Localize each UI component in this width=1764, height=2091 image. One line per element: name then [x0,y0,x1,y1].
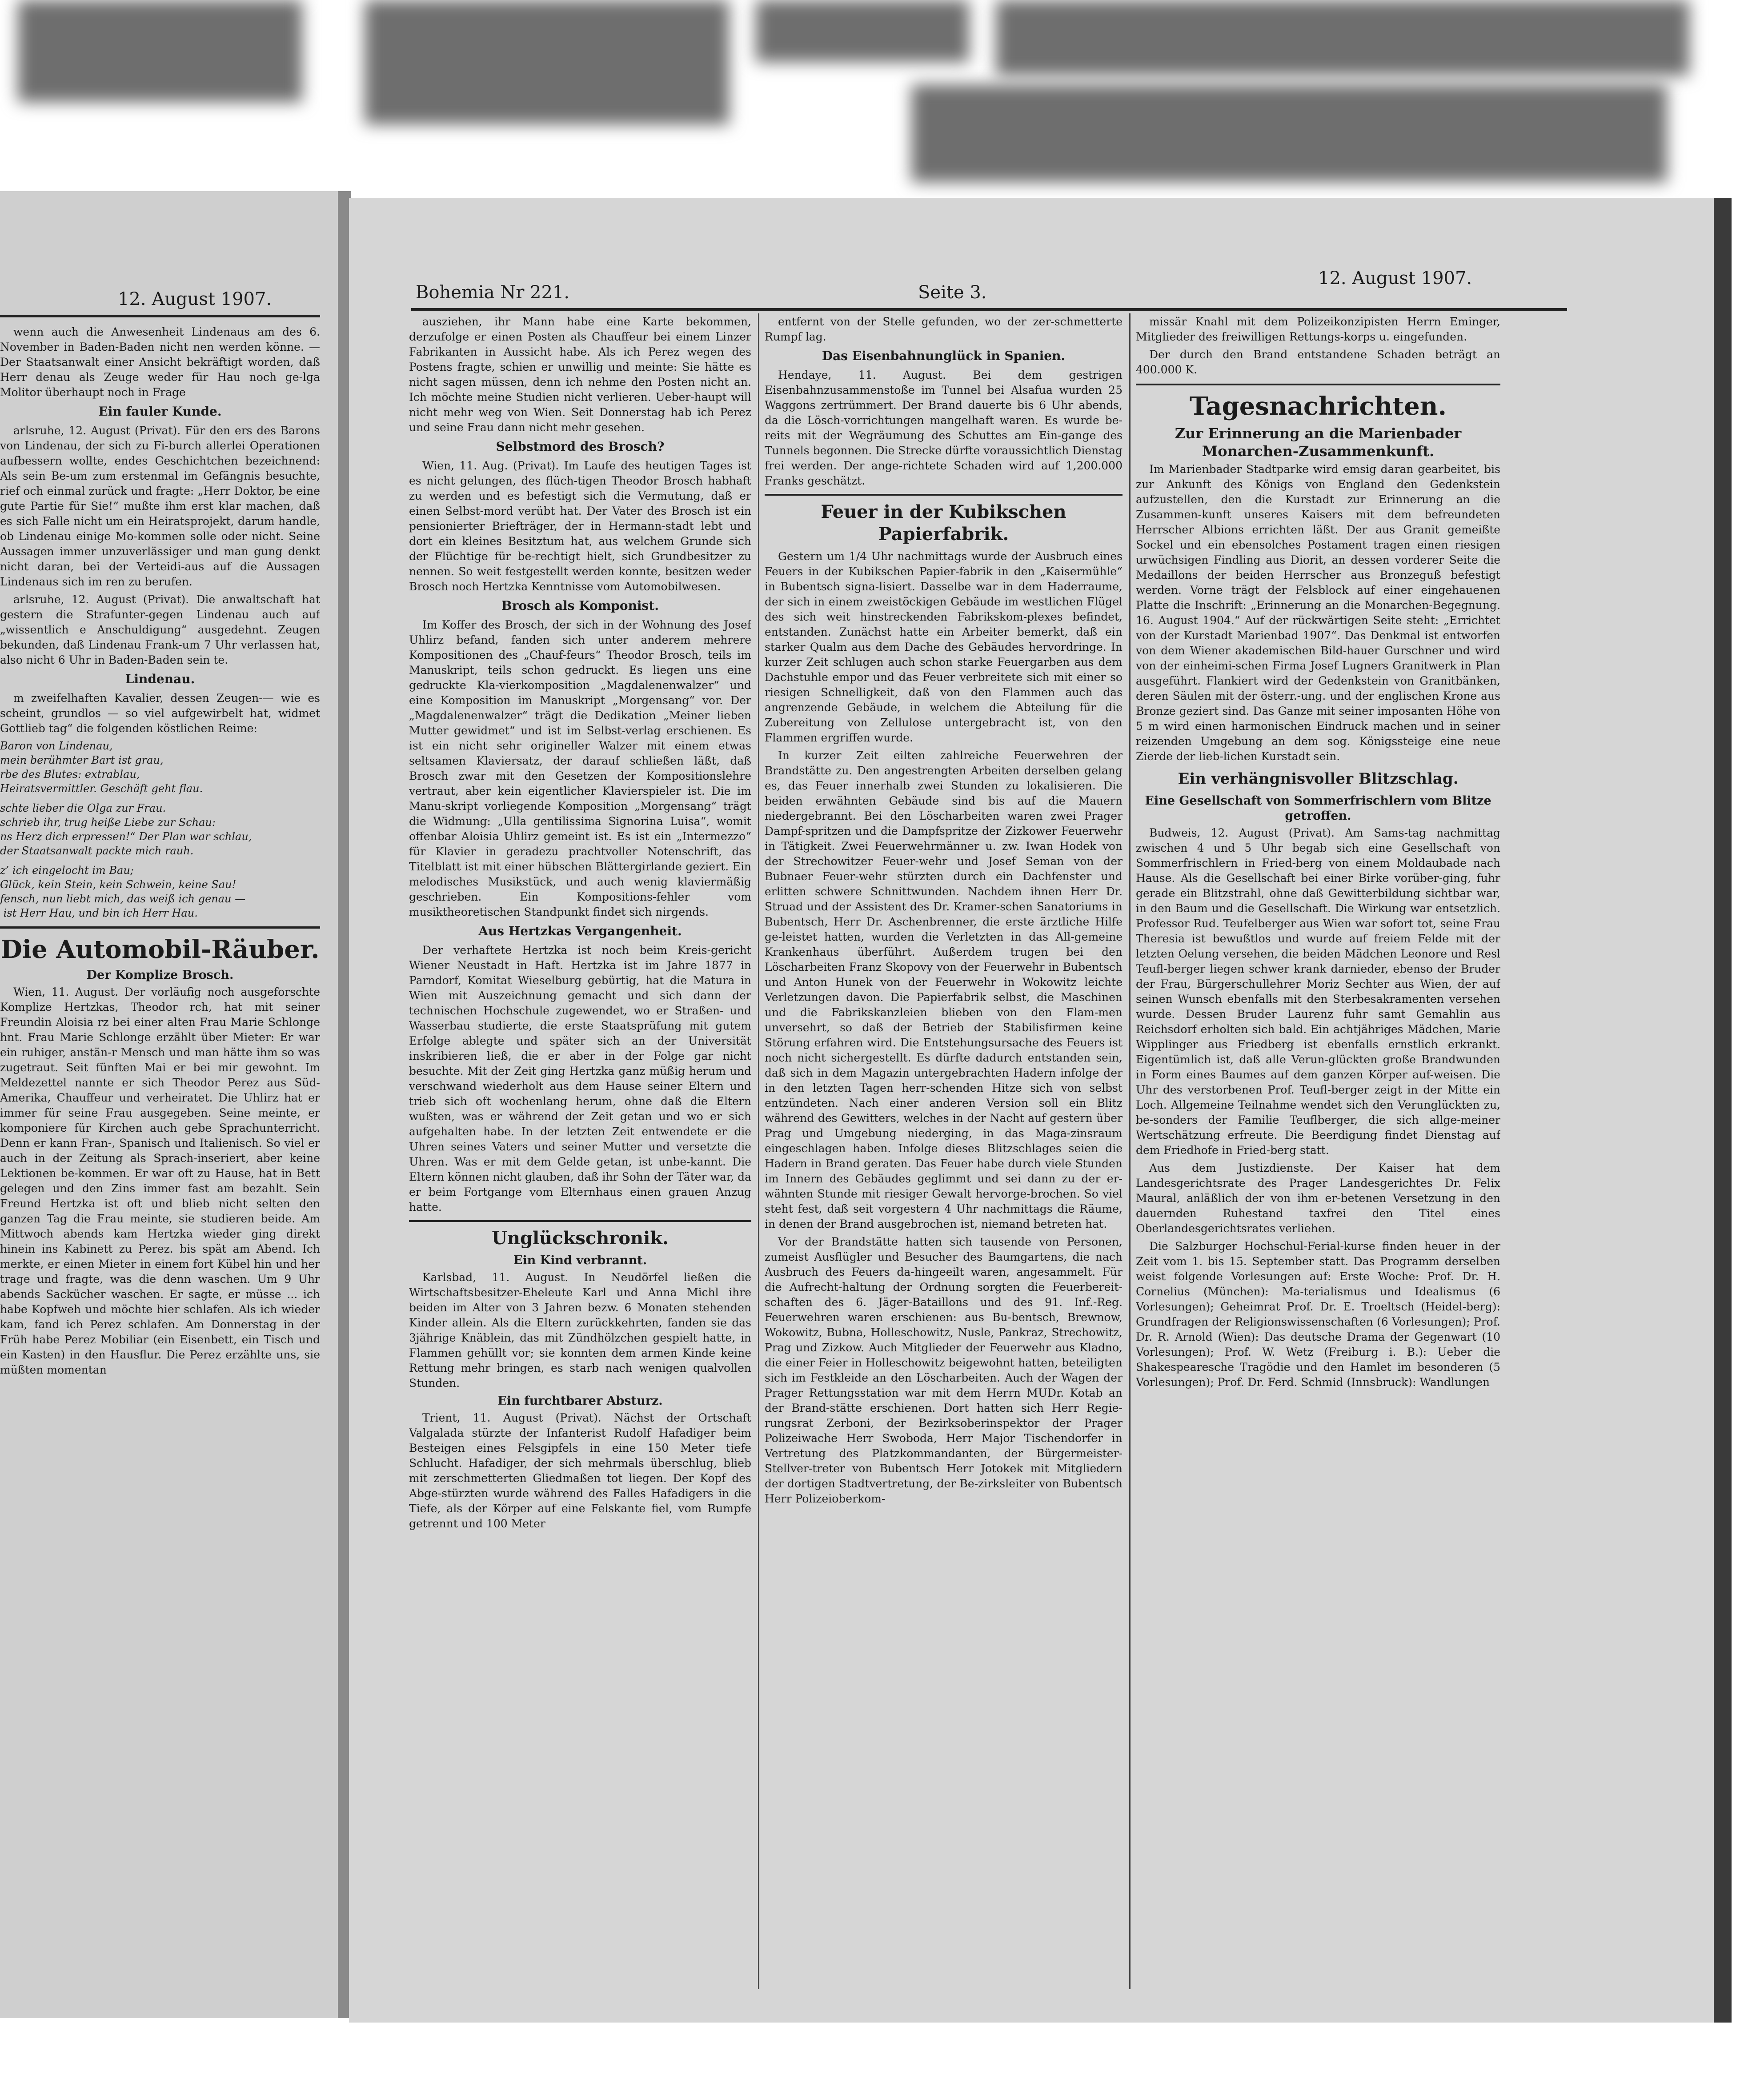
poem-stanza-2: schte lieber die Olga zur Frau. schrieb ihr, trug heiße Liebe zur Schau: ns Herz dich erpressen!“ Der Plan war schlau, der Staatsanwalt packte mich rauh. [0,802,252,857]
scan-shadow-1 [18,0,302,102]
header-date: 12. August 1907. [1318,268,1472,288]
left-text-3: arlsruhe, 12. August (Privat). Die anwaltschaft hat gestern die Strafunter-gegen Lindenau auch auf „wissentlich e Anschuldigung“ ausgedehnt. Zeugen bekunden, daß Lindenau Frank-um 7 Uhr verlassen hat, also nicht 6 Uhr in Baden-Baden sein te. [0,593,320,666]
col3-text-3: Im Marienbader Stadtparke wird emsig daran gearbeitet, bis zur Ankunft des Königs von England den Gedenkstein aufzustellen, den die Kurstadt zur Erinnerung an die Zusammen-kunft unseres Kaisers mit dem befreundeten Herrscher Albions errichten läßt. Der aus Granit gemeißte Sockel und ein ebensolches Postament tragen einen riesigen urwüchsigen Findling aus Diorit, an dessen vorderer Seite die Medaillons der beiden Herrscher aus Bronzeguß befestigt werden. Vorne trägt der Felsblock auf einer eingehauenen Platte die Inschrift: „Erinnerung an die Monarchen-Begegnung. 16. August 1904.“ Auf der rückwärtigen Seite steht: „Errichtet von der Kurstadt Marienbad 1907“. Das Denkmal ist entworfen von dem Wiener akademischen Bild-hauer Gurschner und wird von der einheimi-schen Firma Josef Lugners Granitwerk in Plan ausgeführt. Flankiert wird der Gedenkstein von Granitbänken, deren Säulen mit der österr.-ung. und der englischen Krone aus Bronze geziert sind. Das Ganze mit seiner imposanten Höhe von 5 m wird einen harmonischen Eindruck machen und in seiner reizenden Umgebung an dem sog. Königssteige eine neue Zierde der lieb-lichen Kurstadt sein. [1136,463,1500,763]
left-section-rule [0,926,320,929]
subtitle-absturz: Ein furchtbarer Absturz. [497,1394,663,1408]
title-hertzka-vergangenheit: Aus Hertzkas Vergangenheit. [478,924,682,938]
col2-text-2: Hendaye, 11. August. Bei dem gestrigen Eisenbahnzusammenstoße im Tunnel bei Alsafua wurden 25 Waggons zertrümmert. Der Brand dauerte bis 6 Uhr abends, da die Lösch-vorrichtungen mangelhaft waren. Es wurde be-reits mit der Wegräumung des Schuttes am Ein-gange des Tunnels begonnen. Die Strecke dürfte voraussichtlich Dienstag frei werden. Der ange-richtete Schaden wird auf 1,200.000 Franks geschätzt. [765,369,1123,487]
col2-text-4: In kurzer Zeit eilten zahlreiche Feuerwehren der Brandstätte zu. Den angestrengten Arbeiten derselben gelang es, das Feuer innerhalb zwei Stunden zu lokalisieren. Die beiden erwähnten Gebäude sind bis auf die Mauern niedergebrannt. Bei den Löscharbeiten waren zwei Prager Dampf-spritzen und die Dampfspritze der Zizkower Feuerwehr in Tätigkeit. Zwei Feuerwehrmänner u. zw. Iwan Hodek von der Strechowitzer Feuer-wehr und Josef Seman von der Bubnaer Feuer-wehr stürzten durch ein Dachfenster und erlitten schwere Schnittwunden. Nachdem ihnen Herr Dr. Struad und der Assistent des Dr. Kramer-schen Sanatoriums in Bubentsch, Herr Dr. Aschenbrenner, die erste ärztliche Hilfe ge-leistet hatten, wurden die Verletzten in das All-gemeine Krankenhaus überführt. Außerdem trugen bei den Löscharbeiten Franz Skopovy von der Feuerwehr in Bubentsch und Anton Hunek von der Feuerwehr in Wokowitz leichte Verletzungen davon. Die Papierfabrik selbst, die Maschinen und die Fabrikskanzleien blieben von den Flam-men unversehrt, so daß der Betrieb der Stabilisfirmen keine Störung erfahren wird. Die Entstehungsursache des Feuers ist noch nicht sichergestellt. Es dürfte dadurch entstanden sein, daß sich in dem Magazin untergebrachten Hadern infolge der in den letzten Tagen herr-schenden Hitze sich von selbst entzündeten. Nach einer anderen Version soll ein Blitz während des Gewitters, welches in der Nacht auf gestern über Prag und Umgebung niederging, in das Maga-zinsraum eingeschlagen haben. Infolge dieses Blitzschlages seien die Hadern in Brand geraten. Das Feuer habe durch viele Stunden im Innern des Gebäudes geglimmt und sei dann zu der er-wähnten Stunde mit riesiger Gewalt hervorge-brochen. So viel steht fest, daß seit vorgestern 4 Uhr nachmittags die Räume, in denen der Brand ausgebrochen ist, niemand betreten hat. [765,749,1123,1230]
left-title-lindenau: Lindenau. [125,672,195,686]
scan-shadow-4 [996,0,1689,76]
col2-text-5: Vor der Brandstätte hatten sich tausende von Personen, zumeist Ausflügler und Besucher des Baumgartens, die nach Ausbruch des Feuers da-hingeeilt waren, angesammelt. Für die Aufrecht-haltung der Ordnung sorgten die Feuerbereit-schaften des 6. Jäger-Bataillons und des 91. Inf.-Reg. Feuerwehren waren erschienen: aus Bu-bentsch, Brewnow, Wokowitz, Bubna, Holleschowitz, Nusle, Pankraz, Strechowitz, Prag und Zizkow. Auch Mitglieder der Feuerwehr aus Kladno, die einer Feier in Holleschowitz beigewohnt hatten, beteiligten sich im Festkleide an den Löscharbeiten. Auch der Wagen der Prager Rettungsstation war mit dem Herrn MUDr. Kotab an der Brand-stätte erschienen. Dort hatten sich Herr Regie-rungsrat Zerboni, der Bezirksoberinspektor der Prager Polizeiwache Herr Swoboda, Herr Major Tischendorfer in Vertretung des Platzkommandanten, der Bürgermeister-Stellver-treter von Bubentsch Herr Jotokek mit Mitgliedern der dortigen Stadtvertretung, der Be-zirksleiter von Bubentsch Herr Polizeioberkom- [765,1235,1123,1505]
left-text-4: m zweifelhaften Kavalier, dessen Zeugen-— wie es scheint, grundlos — so viel aufgewirbelt hat, widmet Gottlieb tag“ die folgenden köstlichen Reime: [0,692,320,735]
col3-section-rule [1136,384,1500,385]
poem-stanza-1: Baron von Lindenau, mein berühmter Bart ist grau, rbe des Blutes: extrablau, Heiratsvermittler. Geschäft geht flau. [0,740,203,795]
col1-text-1: ausziehen, ihr Mann habe eine Karte bekommen, derzufolge er einen Posten als Chauffeur bei einem Linzer Fabrikanten in Aussicht habe. Als ich Perez wegen des Postens fragte, schien er unwillig und meinte: Sie hätte es nicht sagen müssen, denn ich nehme den Posten nicht an. Ich möchte meine Studien nicht verlieren. Ueber-haupt will nicht mehr weg von Wien. Seit Donnerstag hab ich Perez und seine Frau dann nicht mehr gesehen. [409,315,751,434]
col1-text-6: Trient, 11. August (Privat). Nächst der Ortschaft Valgalada stürzte der Infanterist Rudolf Hafadiger beim Besteigen eines Felsgipfels in eine 150 Meter tiefe Schlucht. Hafadiger, der sich mehrmals überschlug, blieb mit zerschmetterten Gliedmaßen tot liegen. Der Kopf des Abge-stürzten wurde während des Falles Hafadigers in die Tiefe, als der Körper auf eine Felskante fiel, vom Rumpfe getrennt und 100 Meter [409,1411,751,1530]
left-page-date: 12. August 1907. [118,289,272,309]
col3-text-5: Aus dem Justizdienste. Der Kaiser hat dem Landesgerichtsrate des Prager Landesgerichtes Dr. Felix Maural, anläßlich der von ihm er-betenen Versetzung in den dauernden Ruhestand taxfrei den Titel eines Oberlandesgerichtsrates verliehen. [1136,1162,1500,1235]
left-header-rule [0,315,320,317]
column-divider-1 [758,313,759,1989]
right-page [349,198,1732,2023]
column-2 [765,314,1123,1995]
col2-text-3: Gestern um 1/4 Uhr nachmittags wurde der Ausbruch eines Feuers in der Kubikschen Papier-fabrik in den „Kaisermühle“ in Bubentsch signa-lisiert. Dasselbe war in dem Haderraume, der sich in einem zweistöckigen Gebäude im westlichen Flügel des sich weit hinstreckenden Fabrikskom-plexes befindet, entstanden. Zunächst hatte ein Arbeiter bemerkt, daß ein starker Qualm aus dem Dache des Gebäudes hervordringe. In kurzer Zeit schlugen auch schon starke Feuergarben aus dem Dachstuhle empor und das Feuer verbreitete sich mit einer so riesigen Schnelligkeit, daß von den Flammen auch das angrenzende Gebäude, in welchem die Abteilung für die Zubereitung von Zellulose untergebracht ist, von den Flammen ergriffen wurde. [765,550,1123,744]
left-subtitle-komplize: Der Komplize Brosch. [86,968,234,982]
column-divider-2 [1129,313,1131,1989]
title-eisenbahnunglueck: Das Eisenbahnunglück in Spanien. [822,348,1066,363]
column-1 [409,314,751,1995]
title-blitzschlag: Ein verhängnisvoller Blitzschlag. [1178,770,1459,788]
subtitle-marienbader: Zur Erinnerung an die Marienbader Monarchen-Zusammenkunft. [1175,425,1462,460]
header-publication: Bohemia Nr 221. [416,282,570,303]
scan-shadow-5 [911,84,1667,182]
left-text-1: wenn auch die Anwesenheit Lindenaus am des 6. November in Baden-Baden nicht nen werden könne. — Der Staatsanwalt einer Ansicht bekräftigt worden, daß Herr denau als Zeuge weder für Hau noch ge-lga Molitor überhaupt noch in Frage [0,325,320,399]
title-brosch-komponist: Brosch als Komponist. [501,598,659,613]
left-title-fauler-kunde: Ein fauler Kunde. [98,404,222,419]
title-ungluckschronik: Unglückschronik. [492,1228,669,1249]
col2-text-1: entfernt von der Stelle gefunden, wo der zer-schmetterte Rumpf lag. [765,315,1123,343]
header-page-number: Seite 3. [918,282,987,303]
column-3 [1136,314,1500,1995]
header-rule [411,308,1567,311]
title-feuer-papierfabrik: Feuer in der Kubikschen Papierfabrik. [821,501,1066,545]
subtitle-kind-verbrannt: Ein Kind verbrannt. [513,1254,647,1267]
col3-text-6: Die Salzburger Hochschul-Ferial-kurse finden heuer in der Zeit vom 1. bis 15. September statt. Das Programm derselben weist folgende Vorlesungen auf: Erste Woche: Prof. Dr. H. Cornelius (München): Ma-terialismus und Idealismus (6 Vorlesungen); Geheimrat Prof. Dr. E. Troeltsch (Heidel-berg): Grundfragen der Religionswissenschaften (6 Vorlesungen); Prof. Dr. R. Arnold (Wien): Das deutsche Drama der Gegenwart (10 Vorlesungen); Prof. W. Wetz (Freiburg i. B.): Ueber die Shakespearesche Tragödie und den Hamlet im besonderen (5 Vorlesungen); Prof. Dr. Ferd. Schmid (Innsbruck): Wandlungen [1136,1240,1500,1389]
scan-shadow-3 [756,0,969,62]
scan-shadow-2 [365,0,729,124]
col3-text-1: missär Knahl mit dem Polizeikonzipisten Herrn Eminger, Mitglieder des freiwilligen Rettungs-korps u. eingefunden. [1136,315,1500,343]
title-selbstmord-brosch: Selbstmord des Brosch? [496,439,665,454]
left-text-2: arlsruhe, 12. August (Privat). Für den ers des Barons von Lindenau, der sich zu Fi-burch allerlei Operationen aufbessern wollte, endes Geschichtchen bezeichnend: Als sein Be-um zum erstenmal im Gefängnis besuchte, rief och einmal zurück und fragte: „Herr Doktor, be eine gute Partie für Sie!“ mußte ihm erst klar machen, daß es sich Falle nicht um ein Heiratsprojekt, darum handle, ob Lindenau einige Mo-kommen solle oder nicht. Seine Aussagen immer unzuverlässiger und man gung denkt nicht daran, bei der Verteidi-aus auf die Aussagen Lindenaus sich im ren zu berufen. [0,424,320,588]
col1-text-5: Karlsbad, 11. August. In Neudörfel ließen die Wirtschaftsbesitzer-Eheleute Karl und Anna Michl ihre beiden im Alter von 3 Jahren bezw. 6 Monaten stehenden Kinder allein. Als die Eltern zurückkehrten, fanden sie das 3jährige Knäblein, das mit Zündhölzchen gespielt hatte, in Flammen gehüllt vor; sie konnten dem armen Kinde keine Rettung mehr bringen, es starb nach wenigen qualvollen Stunden. [409,1271,751,1390]
col1-text-2: Wien, 11. Aug. (Privat). Im Laufe des heutigen Tages ist es nicht gelungen, des flüch-tigen Theodor Brosch habhaft zu werden und es befestigt sich die Vermutung, daß er einen Selbst-mord verübt hat. Der Vater des Brosch ist ein pensionierter Briefträger, der in Hermann-stadt lebt und dort ein kleines Besitztum hat, aus welchem Grunde sich der Flüchtige für be-rechtigt hielt, sich Grundbesitzer zu nennen. So weit festgestellt werden konnte, besitzen weder Brosch noch Hertzka Kenntnisse vom Automobilwesen. [409,459,751,593]
col3-text-2: Der durch den Brand entstandene Schaden beträgt an 400.000 K. [1136,348,1500,376]
left-page-column [0,324,320,2009]
left-title-automobil-raeuber: Die Automobil-Räuber. [0,935,320,964]
col1-section-rule [409,1220,751,1222]
left-page [0,191,340,2018]
poem-stanza-3: z’ ich eingelocht im Bau; Glück, kein Stein, kein Schwein, keine Sau! fensch, nun liebt mich, das weiß ich genau — ist Herr Hau, und bin ich Herr Hau. [0,864,246,919]
col1-text-3: Im Koffer des Brosch, der sich in der Wohnung des Josef Uhlirz befand, fanden sich unter anderem mehrere Kompositionen des „Chauf-feurs“ Theodor Brosch, teils im Manuskript, teils schon gedruckt. Es liegen uns eine gedruckte Kla-vierkomposition „Magdalenenwalzer“ und eine Komposition im Manuskript „Morgensang“ vor. Der „Magdalenenwalzer“ trägt die Dedikation „Meiner lieben Mutter gewidmet“ und ist im Selbst-verlag erschienen. Es ist ein nicht sehr origineller Walzer mit einem etwas seltsamen Klaviersatz, der darauf schließen läßt, daß Brosch zwar mit den Gesetzen der Kompositionslehre vertraut, aber kein eigentlicher Klavierspieler ist. Die im Manu-skript vorliegende Komposition „Morgensang“ trägt die Widmung: „Ulla gentilissima Signorina Luisa“, womit offenbar Aloisia Uhlirz gemeint ist. Es ist ein „Intermezzo“ für Klavier in geradezu prachtvoller Notenschrift, das Titelblatt ist mit einer hübschen Blättergirlande geziert. Ein melodisches Musikstück, und auch wenig klaviermäßig geschrieben. Ein Kompositions-fehler vom musiktheoretischen Standpunkt findet sich nirgends. [409,618,751,918]
title-tagesnachrichten: Tagesnachrichten. [1189,392,1447,421]
subtitle-sommerfrischler: Eine Gesellschaft von Sommerfrischlern vom Blitze getroffen. [1145,794,1491,823]
col1-text-4: Der verhaftete Hertzka ist noch beim Kreis-gericht Wiener Neustadt in Haft. Hertzka ist im Jahre 1877 in Parndorf, Komitat Wieselburg gebürtig, hat die Matura in Wien mit Auszeichnung gemacht und sich dann der technischen Hochschule zugewendet, wo er Straßen- und Wasserbau studierte, die erste Staatsprüfung mit gutem Erfolge ablegte und später sich an der Universität inskribieren ließ, die er aber in der Folge gar nicht besuchte. Mit der Zeit ging Hertzka ganz müßig herum und verschwand wiederholt aus dem Hause seiner Eltern und trieb sich oft wochenlang herum, ohne daß die Eltern wußten, was er während der Zeit getan und wo er sich aufgehalten habe. In der letzten Zeit entwendete er die Uhren seines Vaters und seiner Mutter und versetzte die Uhren. Was er mit dem Gelde getan, ist unbe-kannt. Die Eltern können nicht glauben, daß ihr Sohn der Täter war, da er beim Fortgange vom Elternhaus einen grauen Anzug hatte. [409,944,751,1214]
col3-text-4: Budweis, 12. August (Privat). Am Sams-tag nachmittag zwischen 4 und 5 Uhr begab sich eine Gesellschaft von Sommerfrischlern in Fried-berg von einem Moldaubade nach Hause. Als die Gesellschaft bei einer Birke vorüber-ging, fuhr gerade ein Blitzstrahl, ohne daß Gewitterbildung sichtbar war, in den Baum und die Gesellschaft. Die Wirkung war entsetzlich. Professor Rud. Teufelberger aus Wien war sofort tot, seine Frau Theresia ist bewußtlos und wurde auf freiem Felde mit der letzten Oelung versehen, die beiden Mädchen Leonore und Resl Teufl-berger liegen schwer krank darnieder, ebenso der Bruder der Frau, Bürgerschullehrer Moriz Sechter aus Wien, der auf seinen Wunsch ebenfalls mit den Sterbesakramenten versehen wurde. Dessen Bruder Laurenz fuhr samt Gemahlin aus Reichsdorf erholten sich bald. Ein achtjähriges Mädchen, Marie Wipplinger aus Friedberg ist ebenfalls ernstlich erkrankt. Eigentümlich ist, daß alle Verun-glückten große Brandwunden in Form eines Baumes auf dem ganzen Körper auf-weisen. Die Uhr des verstorbenen Prof. Teufl-berger zeigt in der Mitte ein Loch. Allgemeine Teilnahme wendet sich den Verunglückten zu, be-sonders der Familie Teuflberger, die sich allge-meiner Wertschätzung erfreute. Die Beerdigung findet Dienstag auf dem Friedhofe in Fried-berg statt. [1136,826,1500,1157]
col2-section-rule [765,494,1123,496]
left-text-5: Wien, 11. August. Der vorläufig noch ausgeforschte Komplize Hertzkas, Theodor rch, hat mit seiner Freundin Aloisia rz bei einer alten Frau Marie Schlonge hnt. Frau Marie Schlonge erzählt über Mieter: Er war ein ruhiger, anstän-r Mensch und man hätte ihm so was zugetraut. Seit fünften Mai er bei mir gewohnt. Im Meldezettel nannte er sich Theodor Perez aus Süd-Amerika, Chauffeur und verheiratet. Die Uhlirz hat er immer für seine Frau ausgegeben. Seine meinte, er komponiere für Kirchen auch gebe Sprachunterricht. Denn er kann Fran-, Spanisch und Italienisch. So viel er auch in der Zeitung als Sprach-inseriert, aber keine Lektionen be-kommen. Er war oft zu Hause, hat in Bett gelegen und den Zins immer fast am bezahlt. Sein Freund Hertzka ist oft und blieb nicht selten den ganzen Tag die Frau meinte, sie studieren beide. Am Mittwoch abends kam Hertzka wieder ging direkt hinein ins Kabinett zu Perez. bis spät am Abend. Ich merkte, er einen Mieter in einem fort Kübel hin und her trage und fragte, was die denn waschen. Um 9 Uhr abends Sackücher waschen. Er sagte, er müsse ... ich habe Kopfweh und möchte hier schlafen. Als ich wieder kam, fand ich Perez schlafen. Am Donnerstag in der Früh habe Perez Mobiliar (ein Eisenbett, ein Tisch und ein Kasten) in den Hausflur. Die Perez erzählte uns, sie müßten momentan [0,985,320,1376]
